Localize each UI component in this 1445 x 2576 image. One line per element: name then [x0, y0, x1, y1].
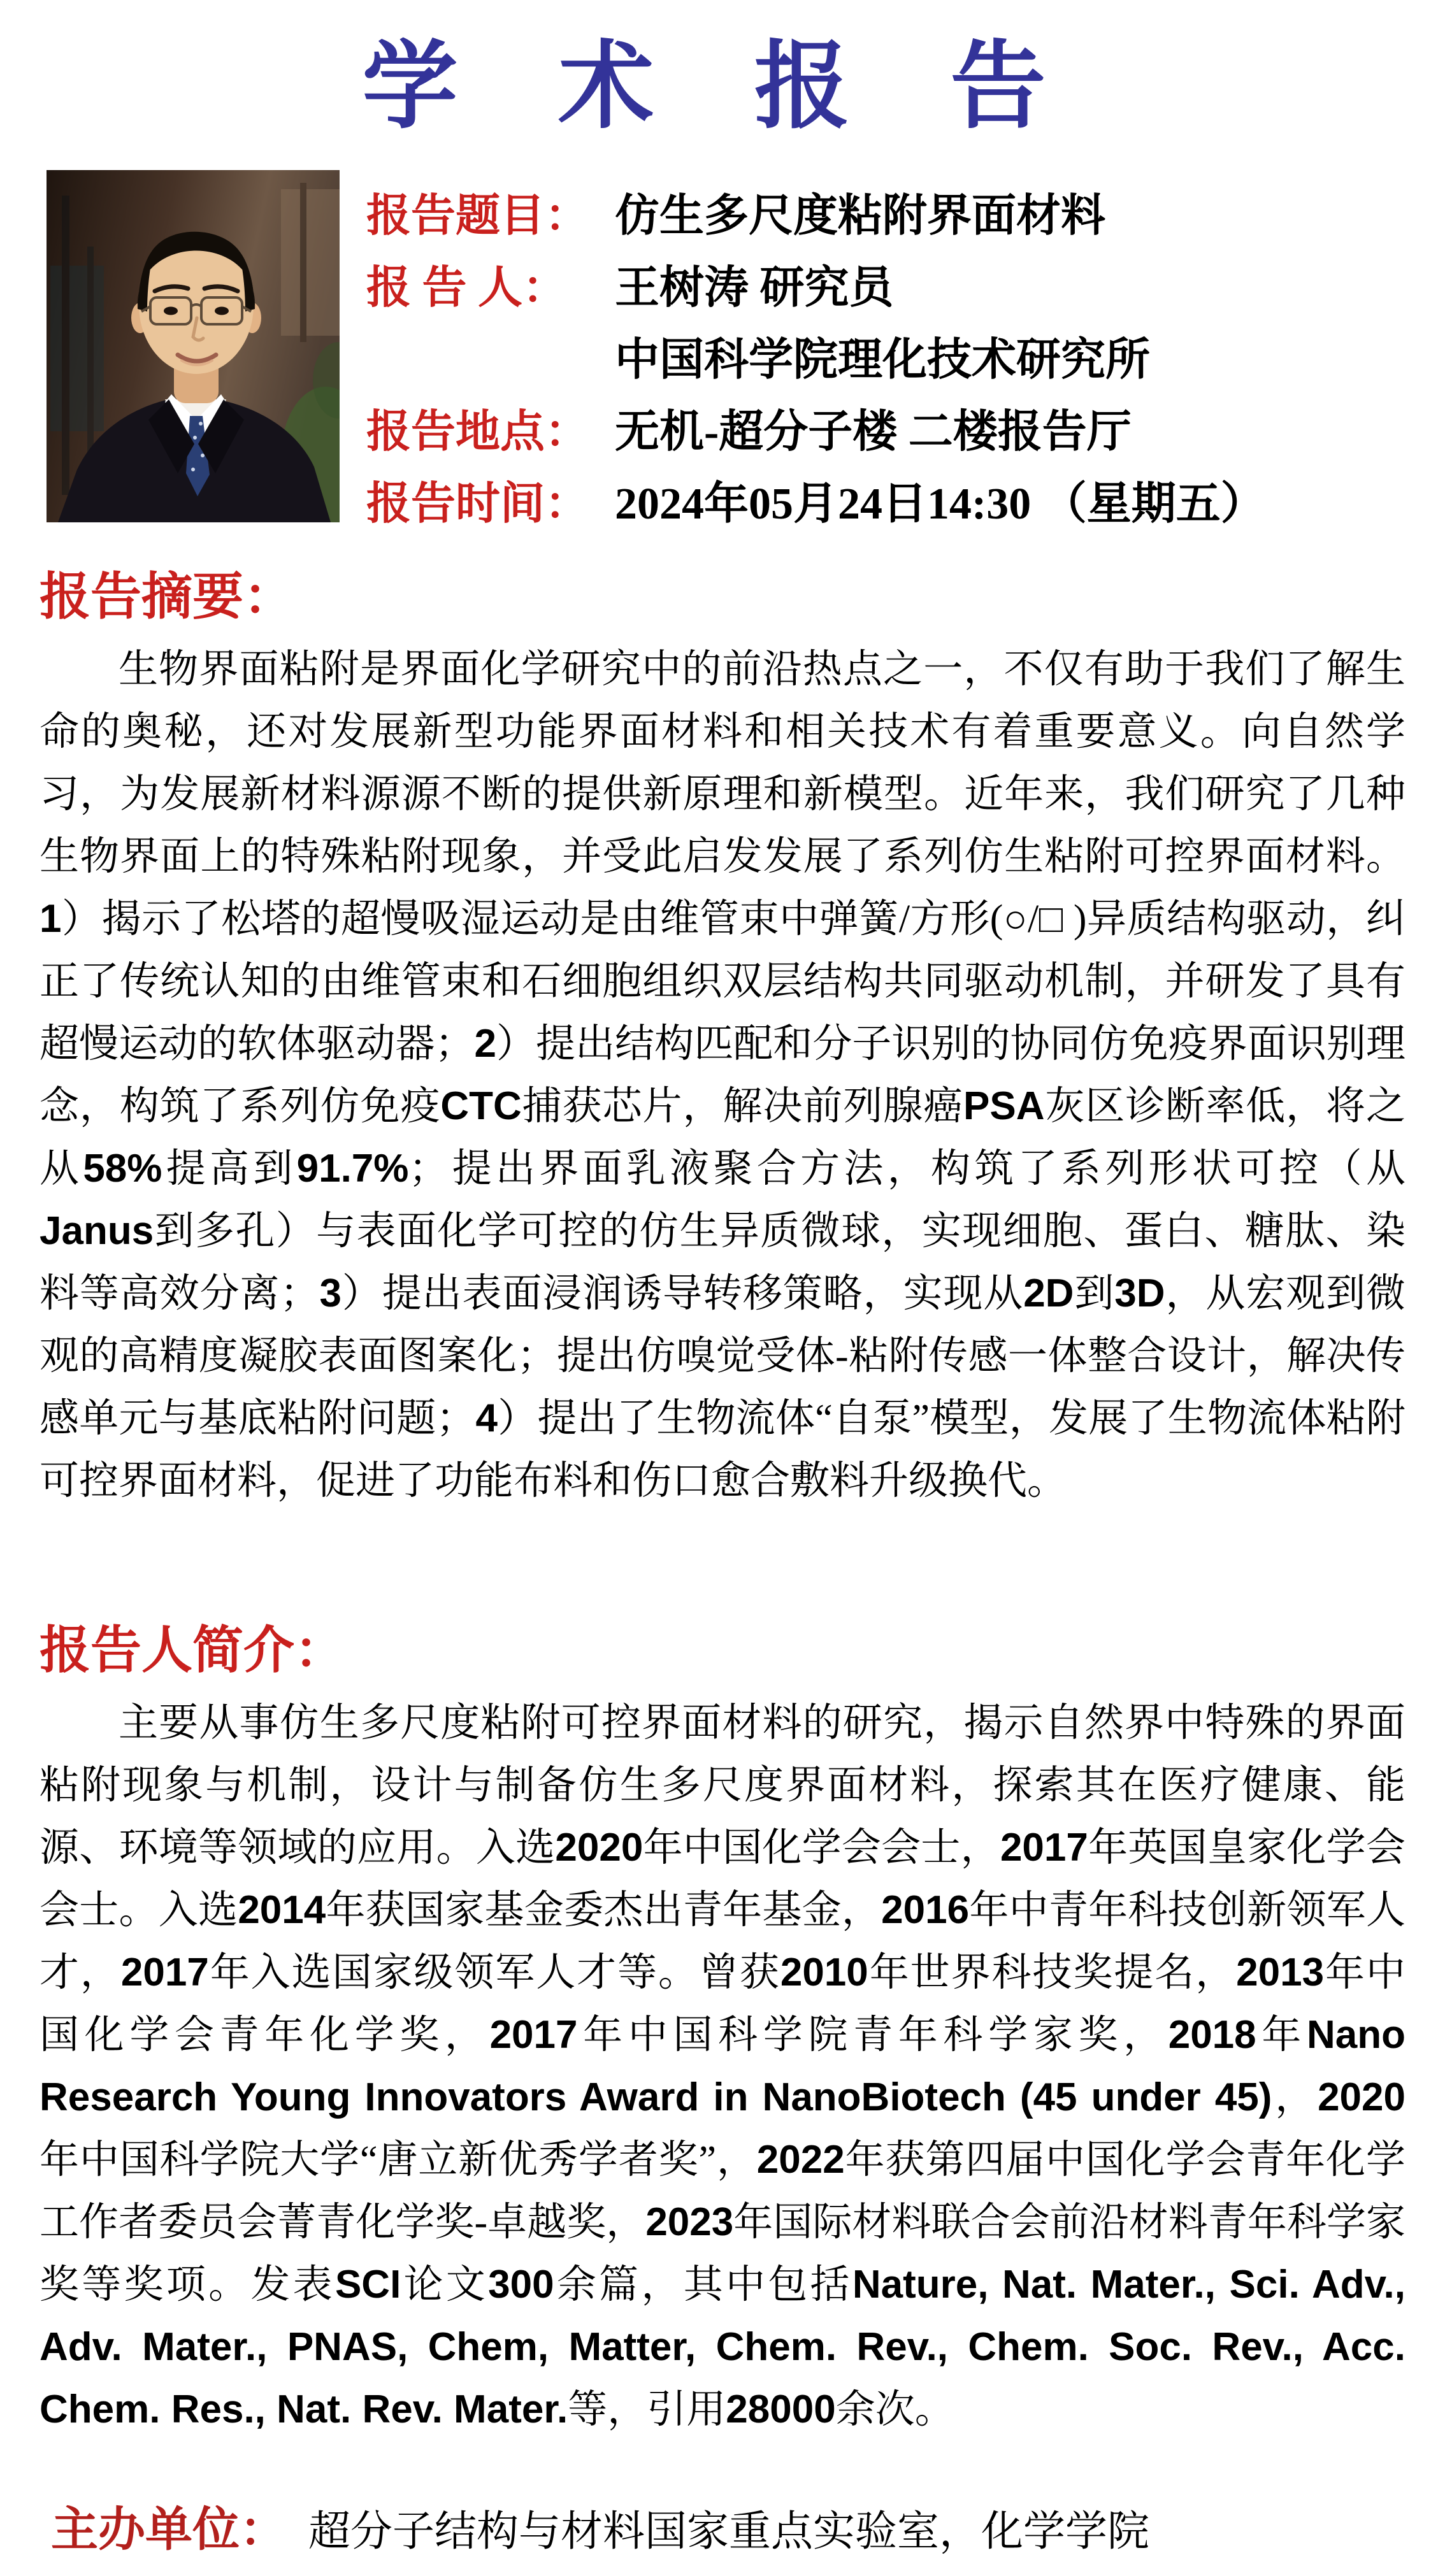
abstract-paragraph: 生物界面粘附是界面化学研究中的前沿热点之一，不仅有助于我们了解生命的奥秘，还对发展新型功能界面材料和相关技术有着重要意义。向自然学习，为发展新材料源源不断的提供新原理和新模型。近年来，我们研究了几种生物界面上的特殊粘附现象，并受此启发发展了系列仿生粘附可控界面材料。1）揭示了松塔的超慢吸湿运动是由维管束中弹簧/方形(○/□ )异质结构驱动，纠正了传统认知的由维管束和石细胞组织双层结构共同驱动机制，并研发了具有超慢运动的软体驱动器；2）提出结构匹配和分子识别的协同仿免疫界面识别理念，构筑了系列仿免疫CTC捕获芯片，解决前列腺癌PSA灰区诊断率低，将之从58%提高到91.7%；提出界面乳液聚合方法，构筑了系列形状可控（从Janus到多孔）与表面化学可控的仿生异质微球，实现细胞、蛋白、糖肽、染料等高效分离；3）提出表面浸润诱导转移策略，实现从2D到3D，从宏观到微观的高精度凝胶表面图案化；提出仿嗅觉受体-粘附传感一体整合设计，解决传感单元与基底粘附问题；4）提出了生物流体“自泵”模型，发展了生物流体粘附可控界面材料，促进了功能布料和伤口愈合敷料升级换代。 — [40, 648, 1405, 1503]
report-info — [366, 176, 1420, 536]
report-location-label: 报告地点： — [366, 408, 589, 457]
organizer-value: 超分子结构与材料国家重点实验室，化学学院 — [308, 2508, 1149, 2555]
bio-paragraph: 主要从事仿生多尺度粘附可控界面材料的研究，揭示自然界中特殊的界面粘附现象与机制，设计与制备仿生多尺度界面材料，探索其在医疗健康、能源、环境等领域的应用。入选2020年中国化学会会士，2017年英国皇家化学会会士。入选2014年获国家基金委杰出青年基金，2016年中青年科技创新领军人才，2017年入选国家级领军人才等。曾获2010年世界科技奖提名，2013年中国化学会青年化学奖，2017年中国科学院青年科学家奖，2018年Nano Research Young Innovators Award in NanoBiotech (45 under 45)，2020年中国科学院大学“唐立新优秀学者奖”，2022年获第四届中国化学会青年化学工作者委员会菁青化学奖-卓越奖，2023年国际材料联合会前沿材料青年科学家奖等奖项。发表SCI论文300余篇，其中包括Nature, Nat. Mater., Sci. Adv., Adv. Mater., PNAS, Chem, Matter, Chem. Rev., Chem. Soc. Rev., Acc. Chem. Res., Nat. Rev. Mater.等，引用28000余次。 — [40, 1701, 1405, 2431]
report-speaker-label: 报 告 人： — [366, 264, 567, 313]
abstract-section — [40, 566, 1405, 1512]
report-time-value: 2024年05月24日14:30 （星期五） — [615, 480, 1265, 529]
report-title-value: 仿生多尺度粘附界面材料 — [615, 192, 1105, 241]
report-info-row-affiliation — [366, 320, 1420, 392]
report-info-row-time — [366, 464, 1420, 536]
bio-section — [40, 1619, 1405, 2441]
organizer-footer — [51, 2492, 1407, 2559]
bio-heading: 报告人简介： — [40, 1623, 345, 1679]
report-info-row-speaker — [366, 248, 1420, 320]
report-title-label: 报告题目： — [366, 192, 589, 241]
abstract-heading: 报告摘要： — [40, 569, 294, 626]
speaker-portrait-illustration — [47, 170, 340, 522]
report-info-row-location — [366, 392, 1420, 464]
speaker-photo — [47, 170, 340, 522]
report-speaker-value: 王树涛 研究员 — [615, 264, 894, 313]
organizer-label: 主办单位： — [51, 2504, 287, 2556]
page-title: 学 术 报 告 — [362, 32, 1083, 140]
report-time-label: 报告时间： — [366, 480, 589, 529]
report-affiliation-value: 中国科学院理化技术研究所 — [615, 336, 1150, 385]
report-location-value: 无机-超分子楼 二楼报告厅 — [615, 408, 1132, 457]
report-info-row-title — [366, 176, 1420, 248]
